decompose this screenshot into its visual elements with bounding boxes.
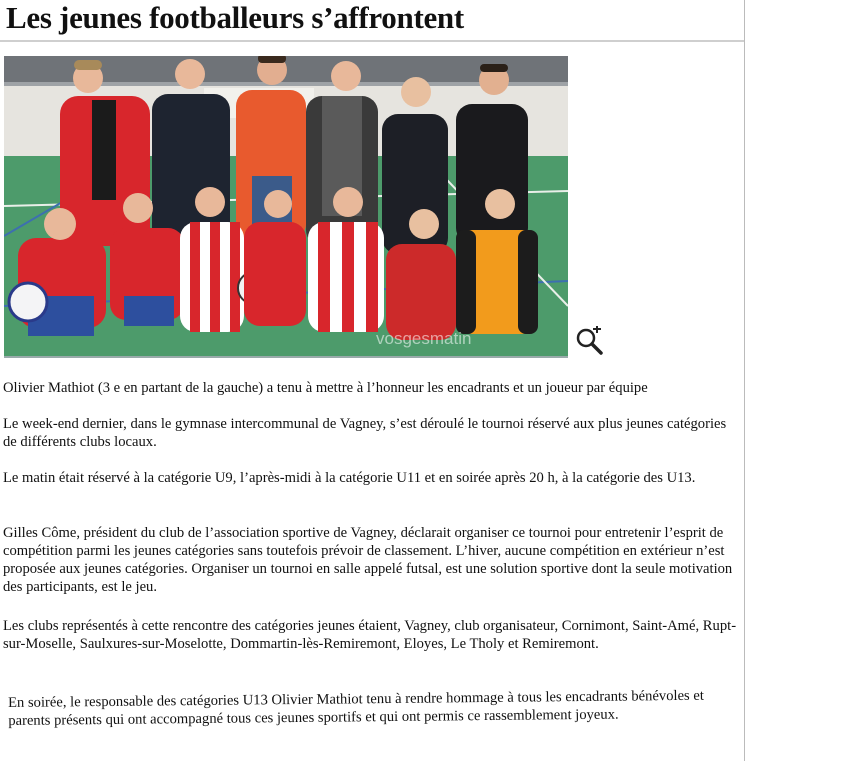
zoom-in-icon[interactable] (574, 326, 604, 356)
photo-watermark: vosgesmatin (376, 329, 472, 348)
article-paragraph: En soirée, le responsable des catégories U13 Olivier Mathiot tenu à rendre hommage à tous les encadrants bénévoles et parents présents qui ont accompagné tous ces jeunes sportifs et qui ont permis ce rassemblement joyeux. (8, 687, 704, 729)
article-paragraph: Le matin était réservé à la catégorie U9, l’après-midi à la catégorie U11 et en soirée après 20 h, à la catégorie des U13. (3, 470, 696, 486)
article-paragraph: Le week-end dernier, dans le gymnase intercommunal de Vagney, s’est déroulé le tournoi réservé aux plus jeunes catégories de différents clubs locaux. (3, 416, 727, 450)
article-headline: Les jeunes footballeurs s’affrontent (6, 0, 464, 35)
headline-divider (0, 40, 744, 42)
article-photo[interactable] (4, 56, 568, 358)
team-photo-illustration (4, 56, 568, 356)
article-paragraph: Gilles Côme, président du club de l’association sportive de Vagney, déclarait organiser ce tournoi pour entretenir l’esprit de compétition parmi les jeunes catégories sans toutefois prévoir de classement. L’hiver, aucune compétition en extérieur n’est proposée aux jeunes catégories. Organiser un tournoi en salle appelé futsal, est une solution sportive dont la seule motivation des participants, est le jeu. (3, 525, 733, 595)
photo-caption: Olivier Mathiot (3 e en partant de la gauche) a tenu à mettre à l’honneur les encadrants et un joueur par équipe (3, 380, 648, 396)
article-paragraph: Les clubs représentés à cette rencontre des catégories jeunes étaient, Vagney, club organisateur, Cornimont, Saint-Amé, Rupt-sur-Moselle, Saulxures-sur-Moselotte, Dommartin-lès-Remiremont, Eloyes, Le Tholy et Remiremont. (3, 618, 737, 652)
